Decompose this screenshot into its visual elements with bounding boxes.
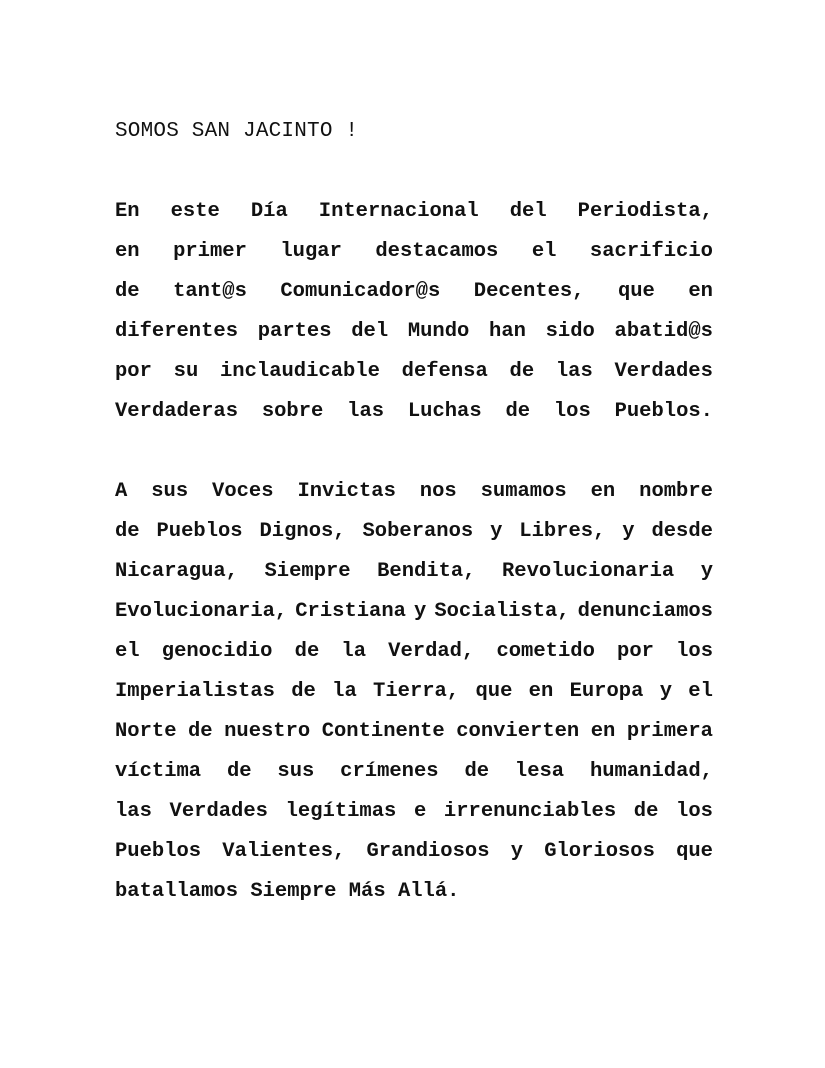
text-line	[115, 192, 713, 232]
word: Pueblos	[156, 520, 243, 543]
word: desde	[651, 520, 713, 543]
word: este	[170, 200, 220, 223]
word: del	[351, 320, 389, 343]
word: sobre	[261, 400, 324, 423]
text-line	[115, 712, 713, 752]
word: legítimas	[285, 800, 397, 823]
word: sumamos	[480, 480, 567, 503]
word: las	[347, 400, 385, 423]
word: en	[688, 280, 713, 303]
word: cometido	[496, 640, 595, 663]
word: Verdaderas	[115, 400, 239, 423]
word: Socialista,	[434, 600, 570, 623]
word: que	[676, 840, 713, 863]
word: Europa	[569, 680, 644, 703]
word: Voces	[212, 480, 274, 503]
text-line	[115, 792, 713, 832]
word: de	[188, 720, 213, 743]
word: el	[688, 680, 713, 703]
word: Invictas	[297, 480, 396, 503]
word: En	[115, 200, 140, 223]
word: destacamos	[375, 240, 499, 263]
word: de	[226, 760, 252, 783]
word: Evolucionaria,	[115, 600, 288, 623]
word: Siempre	[264, 560, 351, 583]
word: diferentes	[115, 320, 239, 343]
word: denunciamos	[577, 600, 713, 623]
word: y	[510, 840, 524, 863]
word: inclaudicable	[219, 360, 380, 383]
word: Nicaragua,	[115, 560, 239, 583]
word: Mundo	[407, 320, 470, 343]
word: sus	[151, 480, 189, 503]
word: en	[528, 680, 554, 703]
word: y	[700, 560, 713, 583]
word: Verdades	[169, 800, 268, 823]
paragraph-2	[115, 472, 713, 912]
word: Tierra,	[373, 680, 460, 703]
text-line	[115, 232, 713, 272]
word: irrenunciables	[443, 800, 617, 823]
text-line	[115, 312, 713, 352]
word: en	[590, 480, 616, 503]
word: tant@s	[173, 280, 247, 303]
word: que	[475, 680, 513, 703]
word: de	[464, 760, 490, 783]
word: de	[291, 680, 316, 703]
word: en	[590, 720, 616, 743]
word: Bendita,	[377, 560, 476, 583]
word: la	[341, 640, 367, 663]
word: Verdad,	[388, 640, 475, 663]
text-line	[115, 392, 713, 432]
text-line	[115, 592, 713, 632]
word: Dignos,	[259, 520, 346, 543]
word: de	[115, 280, 140, 303]
word: sus	[277, 760, 315, 783]
word: que	[617, 280, 655, 303]
word: las	[555, 360, 593, 383]
text-line	[115, 632, 713, 672]
word: partes	[257, 320, 332, 343]
word: convierten	[456, 720, 580, 743]
word: Luchas	[407, 400, 482, 423]
word: nuestro	[224, 720, 311, 743]
word: y	[622, 520, 635, 543]
word: Pueblos	[115, 840, 202, 863]
word: han	[489, 320, 526, 343]
word: Decentes,	[473, 280, 585, 303]
text-line	[115, 832, 713, 872]
word: los	[676, 640, 713, 663]
word: los	[553, 400, 591, 423]
word: y	[490, 520, 503, 543]
word: Internacional	[318, 200, 479, 223]
word: de	[294, 640, 320, 663]
word: Comunicador@s	[280, 280, 441, 303]
word: por	[115, 360, 152, 383]
word: su	[173, 360, 199, 383]
word: la	[332, 680, 357, 703]
word: genocidio	[161, 640, 273, 663]
word: sido	[545, 320, 595, 343]
word: los	[676, 800, 713, 823]
word: humanidad,	[589, 760, 713, 783]
text-line	[115, 672, 713, 712]
word: de	[509, 360, 535, 383]
word: A	[115, 480, 128, 503]
word: Continente	[321, 720, 445, 743]
word: Imperialistas	[115, 680, 275, 703]
word: Grandiosos	[366, 840, 490, 863]
word: de	[505, 400, 531, 423]
word: e	[413, 800, 427, 823]
word: crímenes	[340, 760, 439, 783]
word: Revolucionaria	[501, 560, 675, 583]
word: Libres,	[519, 520, 606, 543]
word: Norte	[115, 720, 177, 743]
word: y	[659, 680, 672, 703]
word: abatid@s	[614, 320, 713, 343]
word: Periodista,	[577, 200, 713, 223]
word: Valientes,	[222, 840, 346, 863]
text-line	[115, 752, 713, 792]
document-page	[115, 112, 713, 952]
word: defensa	[401, 360, 488, 383]
word: sacrificio	[589, 240, 713, 263]
text-line	[115, 512, 713, 552]
word: Verdades	[614, 360, 713, 383]
word: el	[115, 640, 140, 663]
text-line	[115, 552, 713, 592]
word: Pueblos.	[614, 400, 713, 423]
word: primera	[626, 720, 713, 743]
word: víctima	[115, 760, 202, 783]
word: Día	[250, 200, 288, 223]
word: Gloriosos	[544, 840, 655, 863]
document-title: SOMOS SAN JACINTO !	[115, 120, 359, 143]
word: lugar	[280, 240, 342, 263]
word: y	[413, 600, 427, 623]
text-line	[115, 352, 713, 392]
text-line	[115, 472, 713, 512]
word: por	[617, 640, 654, 663]
text-line	[115, 272, 713, 312]
word: las	[115, 800, 152, 823]
word: nos	[419, 480, 457, 503]
word: de	[633, 800, 659, 823]
word: del	[509, 200, 547, 223]
word: lesa	[514, 760, 565, 783]
word: el	[531, 240, 557, 263]
word: nombre	[639, 480, 713, 503]
word: primer	[173, 240, 247, 263]
word: Cristiana	[295, 600, 406, 623]
word: Soberanos	[362, 520, 474, 543]
text-line: batallamos Siempre Más Allá.	[115, 880, 460, 903]
word: de	[115, 520, 140, 543]
word: en	[115, 240, 140, 263]
paragraph-1	[115, 192, 713, 432]
